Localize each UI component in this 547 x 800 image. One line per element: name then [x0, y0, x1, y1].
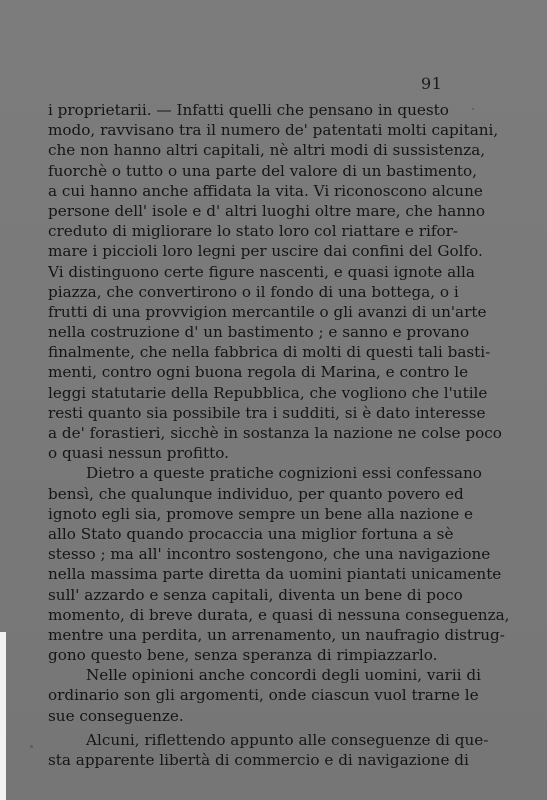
page-edge: [0, 632, 6, 800]
text-line: sue conseguenze.: [48, 706, 184, 725]
text-line: Vi distinguono certe figure nascenti, e quasi ignote alla: [48, 262, 475, 281]
text-line: Nelle opinioni anche concordi degli uomini, varii di: [86, 666, 481, 685]
text-line: sull' azzardo e senza capitali, diventa un bene di poco: [48, 585, 463, 604]
paper-speck: [30, 745, 33, 748]
text-line: mentre una perdita, un arrenamento, un naufragio distrug-: [48, 625, 505, 644]
text-line: o quasi nessun profitto.: [48, 444, 229, 463]
text-line: che non hanno altri capitali, nè altri modi di sussistenza,: [48, 141, 486, 160]
paper-speck: [472, 108, 474, 110]
text-line: frutti di una provvigion mercantile o gli avanzi di un'arte: [48, 302, 487, 321]
text-line: finalmente, che nella fabbrica di molti di questi tali basti-: [48, 343, 491, 362]
text-line: i proprietarii. — Infatti quelli che pensano in questo: [48, 101, 449, 119]
text-line: leggi statutarie della Repubblica, che vogliono che l'utile: [48, 383, 488, 402]
text-line: ignoto egli sia, promove sempre un bene alla nazione e: [48, 504, 474, 523]
text-line: piazza, che convertirono o il fondo di una bottega, o i: [48, 282, 459, 301]
text-line: mare i piccioli loro legni per uscire dai confini del Golfo.: [48, 242, 483, 261]
text-line: bensì, che qualunque individuo, per quanto povero ed: [48, 484, 464, 503]
text-line: nella massima parte diretta da uomini piantati unicamente: [48, 565, 502, 584]
text-line: persone dell' isole e d' altri luoghi oltre mare, che hanno: [48, 201, 486, 220]
text-line: a de' forastieri, sicchè in sostanza la nazione ne colse poco: [48, 424, 502, 442]
text-line: allo Stato quando procaccia una miglior fortuna a sè: [48, 524, 454, 543]
page-number: 91: [421, 74, 443, 93]
text-line: Dietro a queste pratiche cognizioni essi confessano: [86, 464, 482, 483]
text-line: stesso ; ma all' incontro sostengono, che una navigazione: [48, 545, 491, 564]
text-line: gono questo bene, senza speranza di rimpiazzarlo.: [48, 646, 438, 665]
text-line: menti, contro ogni buona regola di Marina, e contro le: [48, 363, 469, 382]
text-line: modo, ravvisano tra il numero de' patentati molti capitani,: [48, 121, 499, 140]
text-line: fuorchè o tutto o una parte del valore di un bastimento,: [48, 161, 477, 180]
text-line: a cui hanno anche affidata la vita. Vi riconoscono alcune: [48, 181, 483, 200]
text-line: momento, di breve durata, e quasi di nessuna conseguenza,: [48, 605, 510, 624]
text-line: creduto di migliorare lo stato loro col riattare e rifor-: [48, 222, 458, 241]
body-text: [48, 100, 510, 770]
text-line: nella costruzione d' un bastimento ; e sanno e provano: [48, 323, 470, 342]
text-line: ordinario son gli argomenti, onde ciascun vuol trarne le: [48, 686, 479, 705]
text-line: Alcuni, riflettendo appunto alle conseguenze di que-: [86, 730, 489, 749]
text-line: resti quanto sia possibile tra i sudditi, si è dato interesse: [48, 403, 486, 422]
text-line: sta apparente libertà di commercio e di navigazione di: [48, 751, 469, 769]
